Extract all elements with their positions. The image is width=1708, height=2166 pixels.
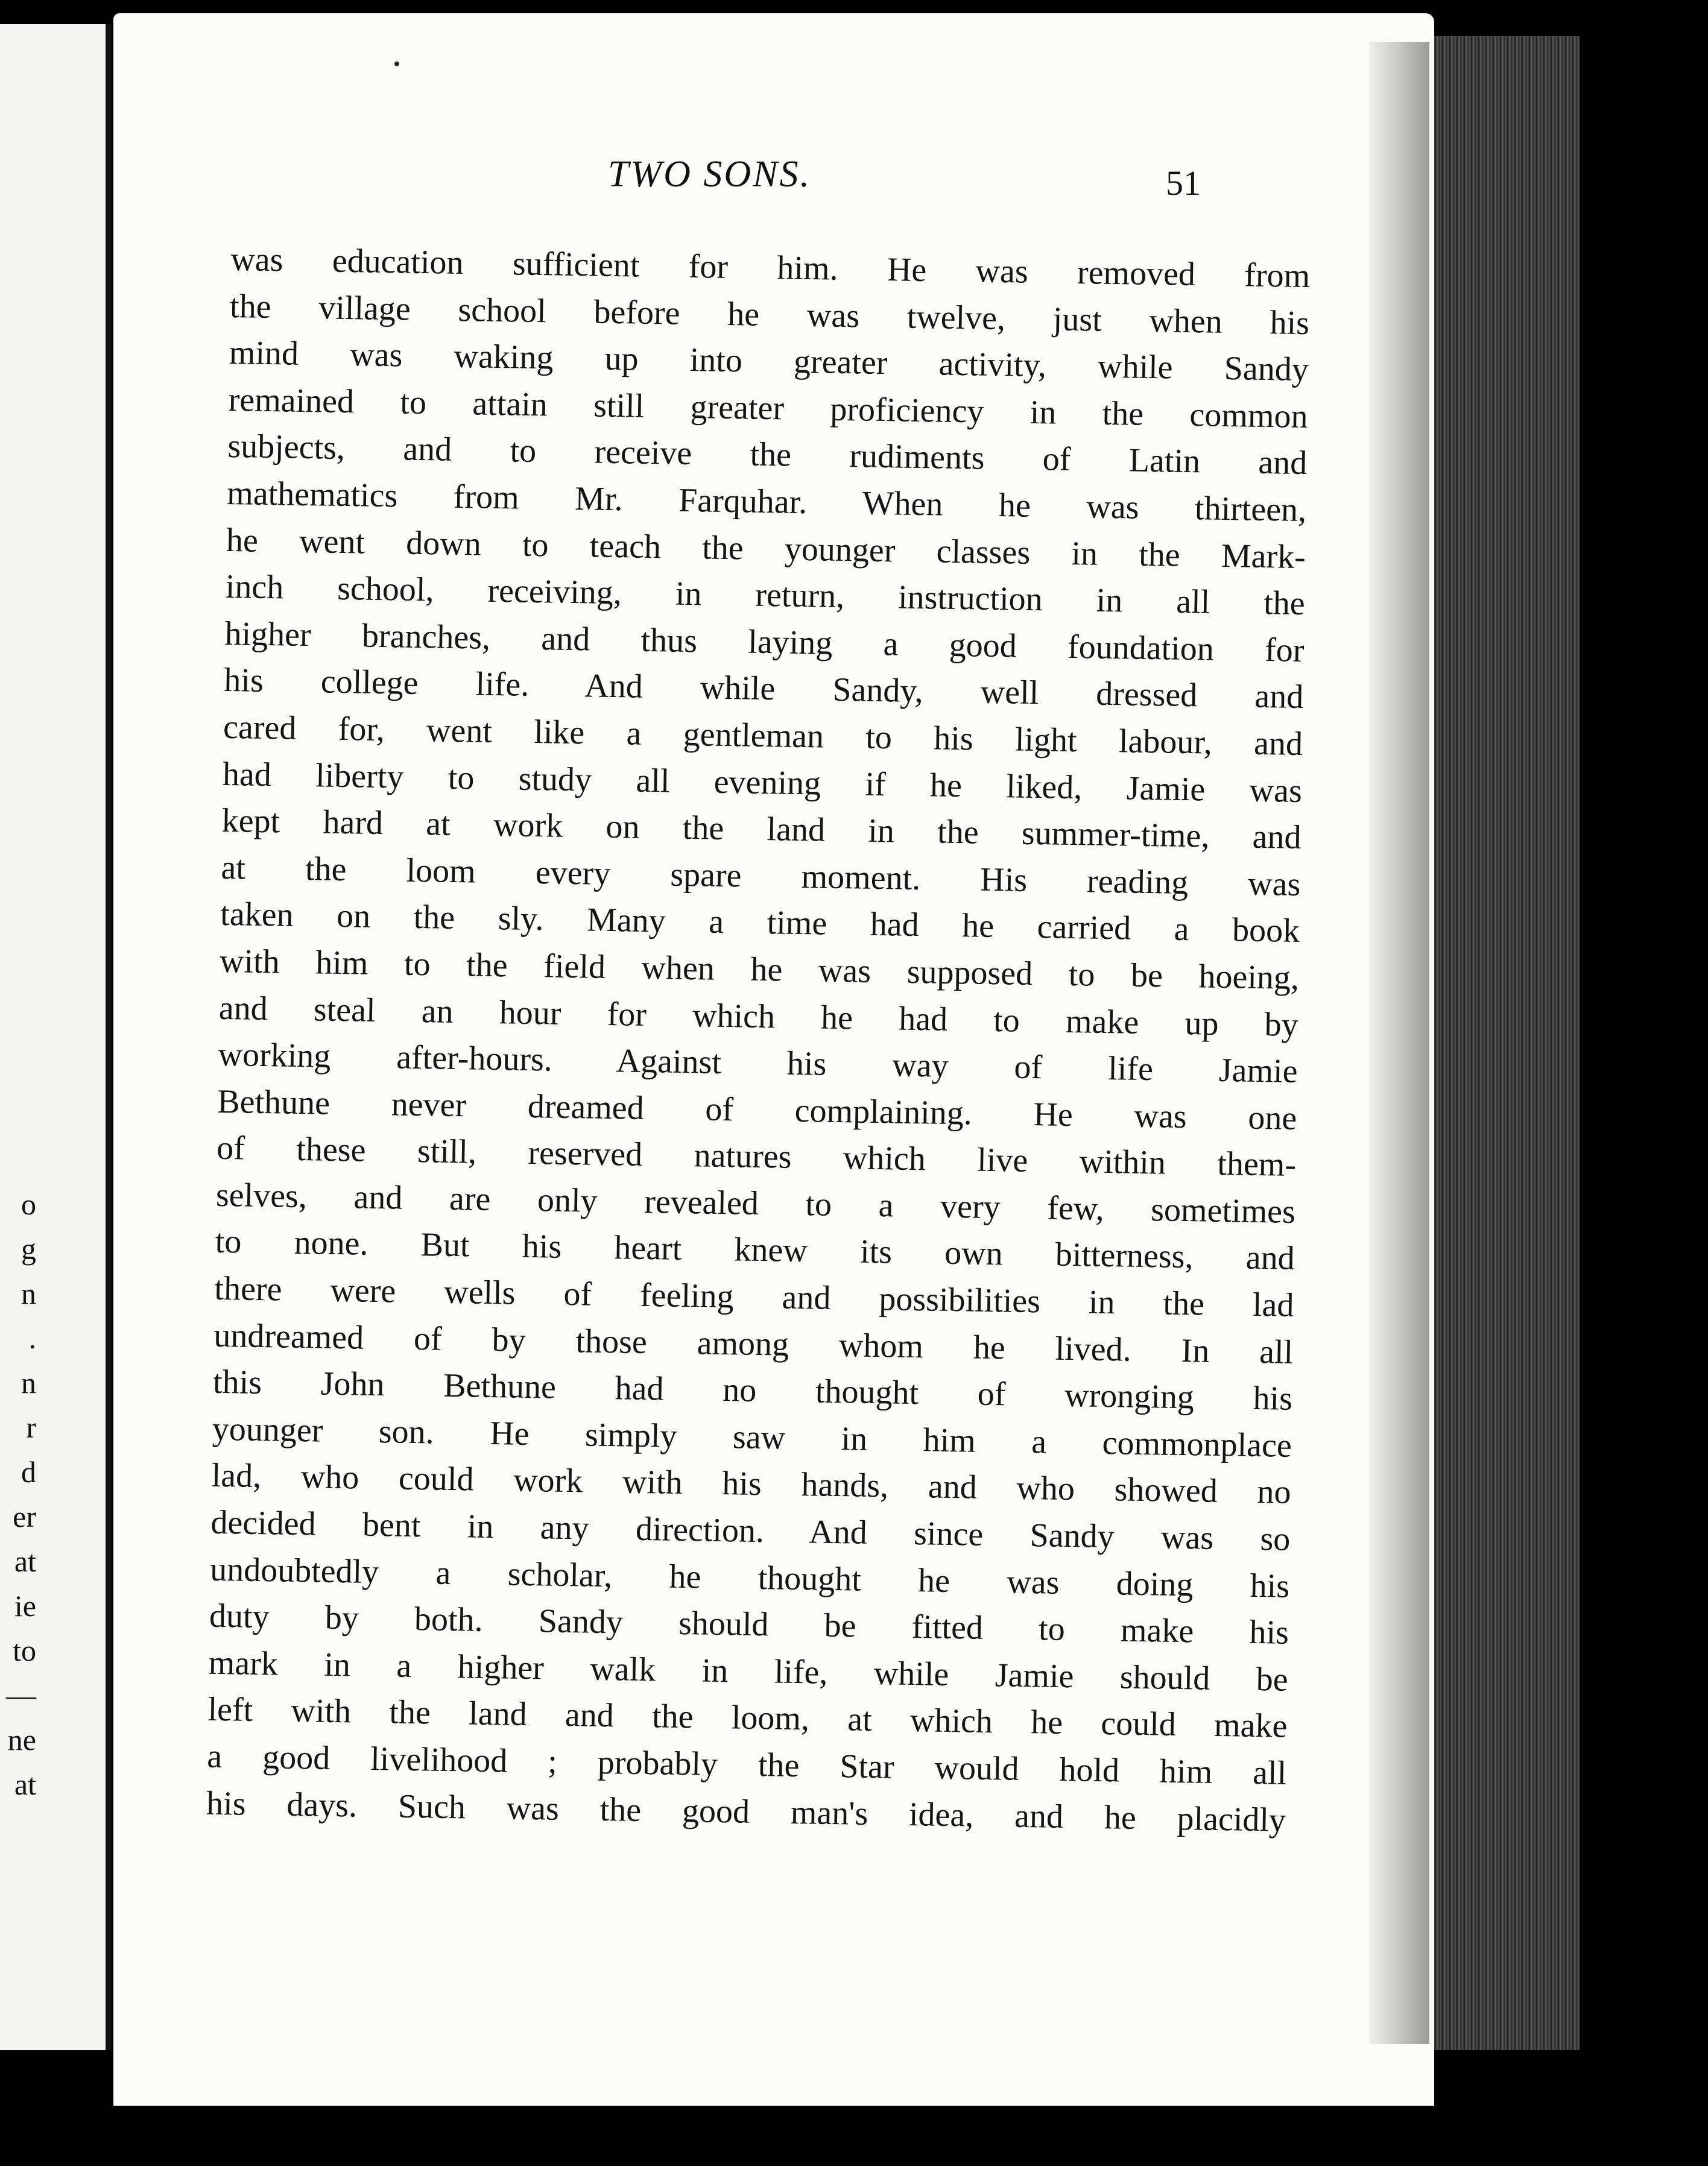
text-line: to none. But his heart knew its own bitterness, and xyxy=(215,1223,1295,1278)
text-line: mathematics from Mr. Farquhar. When he was thirteen, xyxy=(226,474,1307,529)
speck xyxy=(394,62,399,66)
facing-page-left xyxy=(0,24,112,2050)
fragment: n xyxy=(21,1277,36,1310)
text-line: was education sufficient for him. He was removed from xyxy=(230,240,1311,295)
text-line: higher branches, and thus laying a good foundation for xyxy=(224,614,1305,669)
fragment: r xyxy=(26,1410,36,1444)
text-line: and steal an hour for which he had to make up by xyxy=(218,989,1299,1044)
text-line: undoubtedly a scholar, he thought he was doing his xyxy=(209,1550,1290,1605)
body-text xyxy=(206,236,1311,1844)
book-page xyxy=(113,13,1434,2106)
text-line: remained to attain still greater proficiency in the common xyxy=(228,380,1309,435)
text-line: his college life. And while Sandy, well dressed and xyxy=(223,661,1304,716)
text-line: left with the land and the loom, at which he could make xyxy=(207,1691,1288,1746)
fragment: — xyxy=(6,1678,36,1712)
fragment: at xyxy=(14,1544,36,1578)
fragment: . xyxy=(28,1321,36,1355)
text-line: of these still, reserved natures which live within them- xyxy=(216,1129,1297,1184)
page-edge-highlight xyxy=(1369,42,1429,2044)
text-line: a good livelihood ; probably the Star would hold him all xyxy=(206,1737,1287,1792)
text-line: younger son. He simply saw in him a commonplace xyxy=(212,1410,1292,1465)
text-line: there were wells of feeling and possibilities in the lad xyxy=(214,1269,1294,1324)
fragment: at xyxy=(14,1767,36,1801)
text-line: duty by both. Sandy should be fitted to make his xyxy=(209,1597,1289,1652)
page-number: 51 xyxy=(1166,163,1201,203)
text-line: subjects, and to receive the rudiments of Latin and xyxy=(227,428,1308,482)
text-line: mark in a higher walk in life, while Jamie should be xyxy=(208,1644,1289,1699)
text-line: this John Bethune had no thought of wronging his xyxy=(212,1363,1293,1418)
text-line: inch school, receiving, in return, instruction in all the xyxy=(225,568,1306,623)
fragment: to xyxy=(13,1634,36,1667)
fragment: er xyxy=(13,1500,36,1533)
fragment: ie xyxy=(14,1589,36,1623)
text-line: kept hard at work on the land in the summer-time, and xyxy=(221,802,1302,857)
text-line: he went down to teach the younger classes in the Mark- xyxy=(226,521,1306,576)
fragment: d xyxy=(21,1455,36,1489)
fragment: o xyxy=(21,1187,36,1221)
text-line: at the loom every spare moment. His reading was xyxy=(221,848,1301,903)
text-line: with him to the field when he was supposed to be hoeing, xyxy=(219,942,1300,997)
text-line: taken on the sly. Many a time had he carried a book xyxy=(220,895,1300,950)
text-line: cared for, went like a gentleman to his light labour, and xyxy=(223,708,1303,763)
text-line: selves, and are only revealed to a very few, sometimes xyxy=(215,1176,1296,1231)
text-line: lad, who could work with his hands, and who showed no xyxy=(211,1457,1291,1512)
text-line: working after-hours. Against his way of life Jamie xyxy=(218,1035,1298,1091)
text-line: the village school before he was twelve, just when his xyxy=(229,287,1310,342)
text-line: had liberty to study all evening if he liked, Jamie was xyxy=(222,755,1303,810)
text-line: his days. Such was the good man's idea, and he placidly xyxy=(206,1784,1286,1839)
fragment: ne xyxy=(7,1723,36,1757)
background-dark xyxy=(1580,24,1708,2166)
page-header xyxy=(113,153,1434,201)
text-line: decided bent in any direction. And since Sandy was so xyxy=(210,1503,1291,1558)
fragment: n xyxy=(21,1366,36,1400)
text-line: undreamed of by those among whom he lived. In all xyxy=(213,1316,1294,1371)
text-line: Bethune never dreamed of complaining. He was one xyxy=(217,1082,1297,1137)
text-line: mind was waking up into greater activity, while Sandy xyxy=(229,334,1309,389)
fragment: g xyxy=(21,1232,36,1266)
running-head: TWO SONS. xyxy=(608,154,812,195)
facing-page-text-fragments xyxy=(0,1182,36,1807)
